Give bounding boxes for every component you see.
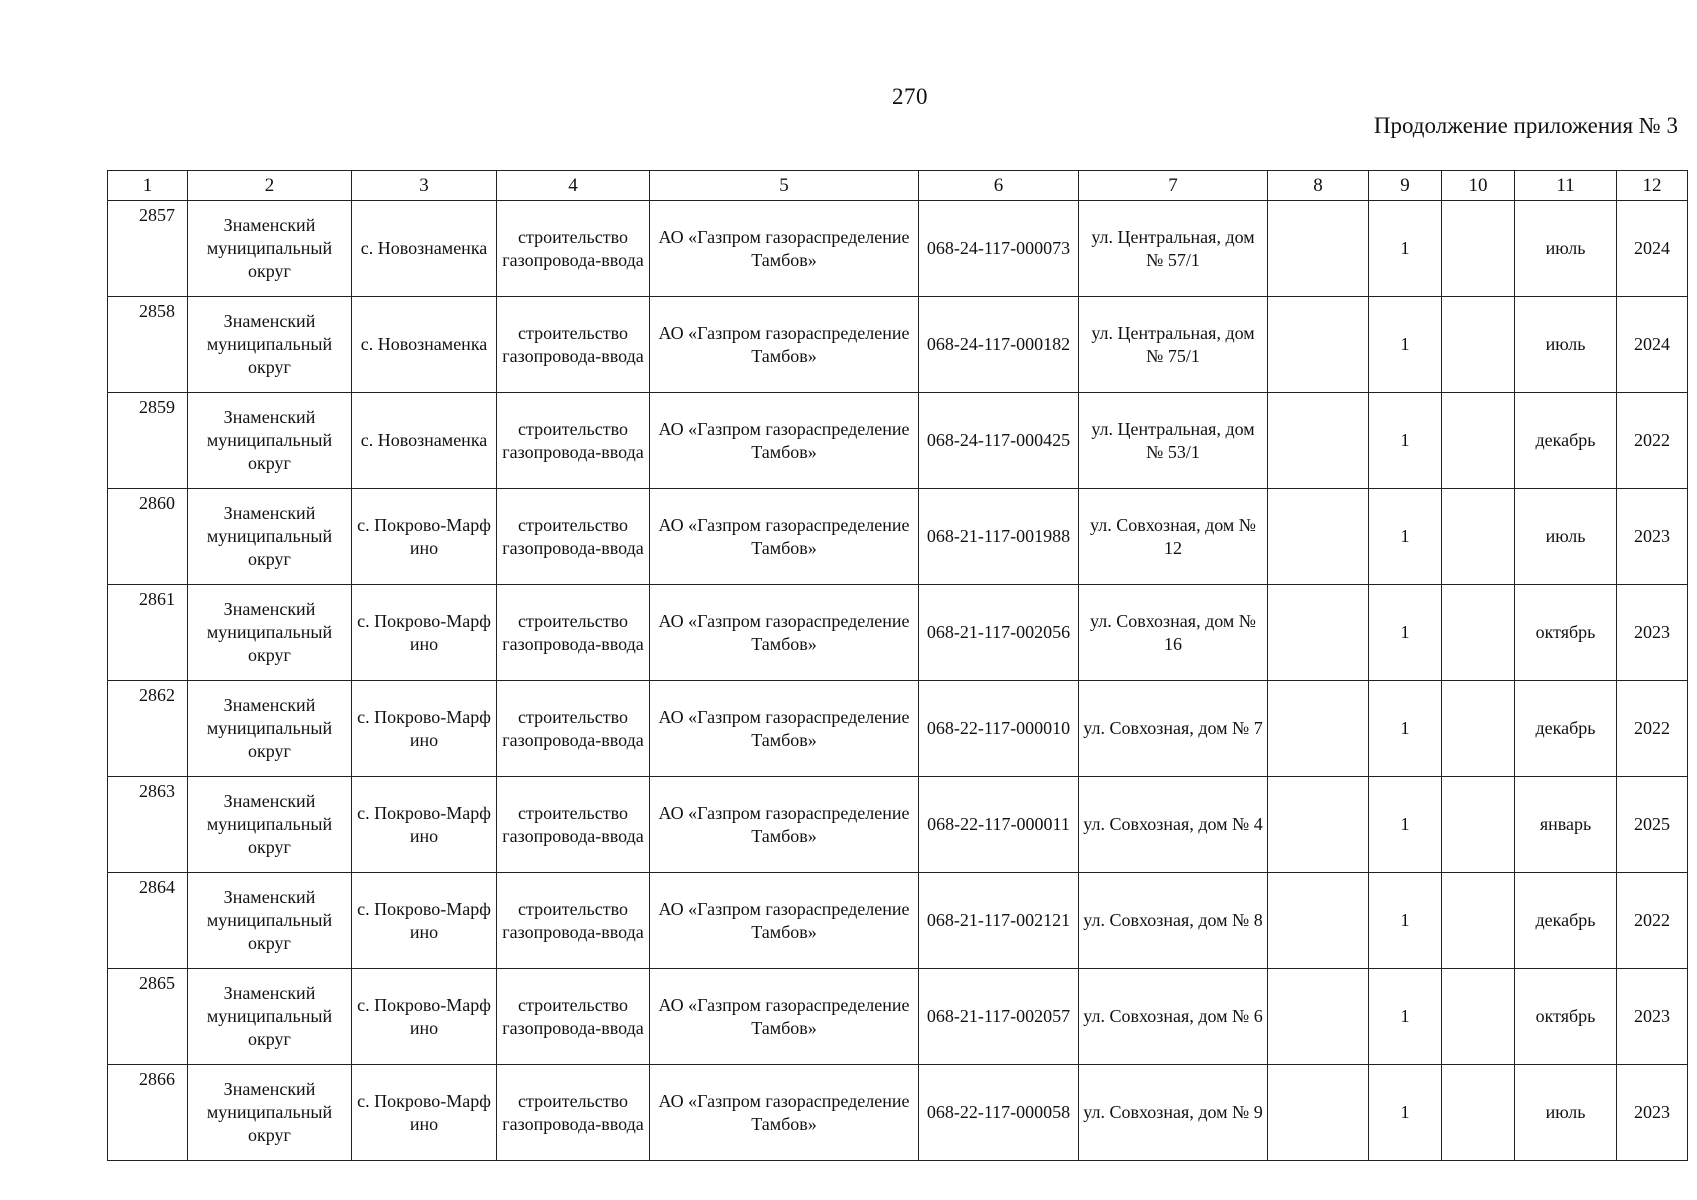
village-cell: с. Покрово-Марфино bbox=[352, 873, 497, 969]
quantity-cell: 1 bbox=[1369, 777, 1442, 873]
organization-cell: АО «Газпром газораспределение Тамбов» bbox=[650, 297, 919, 393]
work-type-cell: строительство газопровода-ввода bbox=[497, 681, 650, 777]
work-type-cell: строительство газопровода-ввода bbox=[497, 777, 650, 873]
table-row bbox=[108, 681, 1688, 777]
district-cell: Знаменский муниципальный округ bbox=[188, 489, 352, 585]
organization-cell: АО «Газпром газораспределение Тамбов» bbox=[650, 585, 919, 681]
month-cell: октябрь bbox=[1515, 969, 1617, 1065]
column-header-2: 2 bbox=[188, 171, 352, 201]
district-cell: Знаменский муниципальный округ bbox=[188, 297, 352, 393]
work-type-cell: строительство газопровода-ввода bbox=[497, 585, 650, 681]
column-10-cell bbox=[1442, 777, 1515, 873]
table-row bbox=[108, 777, 1688, 873]
code-cell: 068-24-117-000425 bbox=[919, 393, 1079, 489]
column-8-cell bbox=[1268, 681, 1369, 777]
quantity-cell: 1 bbox=[1369, 1065, 1442, 1161]
quantity-cell: 1 bbox=[1369, 681, 1442, 777]
code-cell: 068-22-117-000011 bbox=[919, 777, 1079, 873]
column-10-cell bbox=[1442, 201, 1515, 297]
organization-cell: АО «Газпром газораспределение Тамбов» bbox=[650, 777, 919, 873]
village-cell: с. Новознаменка bbox=[352, 201, 497, 297]
village-cell: с. Покрово-Марфино bbox=[352, 585, 497, 681]
column-10-cell bbox=[1442, 681, 1515, 777]
row-number: 2858 bbox=[108, 297, 188, 393]
organization-cell: АО «Газпром газораспределение Тамбов» bbox=[650, 393, 919, 489]
column-header-11: 11 bbox=[1515, 171, 1617, 201]
organization-cell: АО «Газпром газораспределение Тамбов» bbox=[650, 201, 919, 297]
district-cell: Знаменский муниципальный округ bbox=[188, 681, 352, 777]
address-cell: ул. Центральная, дом № 53/1 bbox=[1079, 393, 1268, 489]
work-type-cell: строительство газопровода-ввода bbox=[497, 1065, 650, 1161]
address-cell: ул. Совхозная, дом № 12 bbox=[1079, 489, 1268, 585]
village-cell: с. Покрово-Марфино bbox=[352, 1065, 497, 1161]
column-header-3: 3 bbox=[352, 171, 497, 201]
work-type-cell: строительство газопровода-ввода bbox=[497, 393, 650, 489]
work-type-cell: строительство газопровода-ввода bbox=[497, 969, 650, 1065]
year-cell: 2023 bbox=[1617, 585, 1688, 681]
month-cell: январь bbox=[1515, 777, 1617, 873]
village-cell: с. Покрово-Марфино bbox=[352, 969, 497, 1065]
month-cell: декабрь bbox=[1515, 393, 1617, 489]
month-cell: декабрь bbox=[1515, 873, 1617, 969]
year-cell: 2022 bbox=[1617, 393, 1688, 489]
column-8-cell bbox=[1268, 201, 1369, 297]
row-number: 2866 bbox=[108, 1065, 188, 1161]
district-cell: Знаменский муниципальный округ bbox=[188, 873, 352, 969]
year-cell: 2024 bbox=[1617, 297, 1688, 393]
work-type-cell: строительство газопровода-ввода bbox=[497, 873, 650, 969]
village-cell: с. Новознаменка bbox=[352, 297, 497, 393]
code-cell: 068-21-117-002057 bbox=[919, 969, 1079, 1065]
column-8-cell bbox=[1268, 969, 1369, 1065]
district-cell: Знаменский муниципальный округ bbox=[188, 1065, 352, 1161]
column-8-cell bbox=[1268, 297, 1369, 393]
quantity-cell: 1 bbox=[1369, 297, 1442, 393]
row-number: 2865 bbox=[108, 969, 188, 1065]
row-number: 2857 bbox=[108, 201, 188, 297]
address-cell: ул. Совхозная, дом № 7 bbox=[1079, 681, 1268, 777]
column-header-1: 1 bbox=[108, 171, 188, 201]
quantity-cell: 1 bbox=[1369, 873, 1442, 969]
organization-cell: АО «Газпром газораспределение Тамбов» bbox=[650, 489, 919, 585]
village-cell: с. Покрово-Марфино bbox=[352, 681, 497, 777]
column-10-cell bbox=[1442, 297, 1515, 393]
row-number: 2862 bbox=[108, 681, 188, 777]
column-header-5: 5 bbox=[650, 171, 919, 201]
district-cell: Знаменский муниципальный округ bbox=[188, 969, 352, 1065]
month-cell: декабрь bbox=[1515, 681, 1617, 777]
organization-cell: АО «Газпром газораспределение Тамбов» bbox=[650, 1065, 919, 1161]
table-row bbox=[108, 489, 1688, 585]
year-cell: 2023 bbox=[1617, 1065, 1688, 1161]
year-cell: 2025 bbox=[1617, 777, 1688, 873]
header-row bbox=[108, 171, 1688, 201]
year-cell: 2024 bbox=[1617, 201, 1688, 297]
quantity-cell: 1 bbox=[1369, 201, 1442, 297]
table-row bbox=[108, 201, 1688, 297]
column-10-cell bbox=[1442, 393, 1515, 489]
village-cell: с. Покрово-Марфино bbox=[352, 777, 497, 873]
column-8-cell bbox=[1268, 1065, 1369, 1161]
quantity-cell: 1 bbox=[1369, 969, 1442, 1065]
column-header-12: 12 bbox=[1617, 171, 1688, 201]
month-cell: июль bbox=[1515, 1065, 1617, 1161]
year-cell: 2023 bbox=[1617, 489, 1688, 585]
column-10-cell bbox=[1442, 873, 1515, 969]
page-number: 270 bbox=[892, 84, 928, 109]
table-row bbox=[108, 297, 1688, 393]
column-10-cell bbox=[1442, 1065, 1515, 1161]
village-cell: с. Новознаменка bbox=[352, 393, 497, 489]
year-cell: 2022 bbox=[1617, 873, 1688, 969]
column-header-6: 6 bbox=[919, 171, 1079, 201]
village-cell: с. Покрово-Марфино bbox=[352, 489, 497, 585]
month-cell: июль bbox=[1515, 297, 1617, 393]
year-cell: 2022 bbox=[1617, 681, 1688, 777]
code-cell: 068-21-117-002121 bbox=[919, 873, 1079, 969]
column-header-4: 4 bbox=[497, 171, 650, 201]
address-cell: ул. Совхозная, дом № 8 bbox=[1079, 873, 1268, 969]
column-header-7: 7 bbox=[1079, 171, 1268, 201]
address-cell: ул. Совхозная, дом № 6 bbox=[1079, 969, 1268, 1065]
column-header-9: 9 bbox=[1369, 171, 1442, 201]
work-type-cell: строительство газопровода-ввода bbox=[497, 297, 650, 393]
column-8-cell bbox=[1268, 393, 1369, 489]
column-8-cell bbox=[1268, 777, 1369, 873]
organization-cell: АО «Газпром газораспределение Тамбов» bbox=[650, 681, 919, 777]
column-header-8: 8 bbox=[1268, 171, 1369, 201]
address-cell: ул. Центральная, дом № 75/1 bbox=[1079, 297, 1268, 393]
organization-cell: АО «Газпром газораспределение Тамбов» bbox=[650, 873, 919, 969]
table-row bbox=[108, 393, 1688, 489]
address-cell: ул. Совхозная, дом № 4 bbox=[1079, 777, 1268, 873]
registry-table bbox=[107, 170, 1688, 1161]
district-cell: Знаменский муниципальный округ bbox=[188, 585, 352, 681]
table-body bbox=[108, 201, 1688, 1161]
column-8-cell bbox=[1268, 585, 1369, 681]
row-number: 2859 bbox=[108, 393, 188, 489]
district-cell: Знаменский муниципальный округ bbox=[188, 393, 352, 489]
appendix-caption: Продолжение приложения № 3 bbox=[1373, 113, 1678, 138]
month-cell: июль bbox=[1515, 489, 1617, 585]
code-cell: 068-22-117-000010 bbox=[919, 681, 1079, 777]
code-cell: 068-24-117-000073 bbox=[919, 201, 1079, 297]
month-cell: июль bbox=[1515, 201, 1617, 297]
address-cell: ул. Центральная, дом № 57/1 bbox=[1079, 201, 1268, 297]
row-number: 2861 bbox=[108, 585, 188, 681]
table-row bbox=[108, 1065, 1688, 1161]
table-row bbox=[108, 585, 1688, 681]
row-number: 2860 bbox=[108, 489, 188, 585]
column-10-cell bbox=[1442, 969, 1515, 1065]
code-cell: 068-22-117-000058 bbox=[919, 1065, 1079, 1161]
row-number: 2864 bbox=[108, 873, 188, 969]
organization-cell: АО «Газпром газораспределение Тамбов» bbox=[650, 969, 919, 1065]
year-cell: 2023 bbox=[1617, 969, 1688, 1065]
code-cell: 068-24-117-000182 bbox=[919, 297, 1079, 393]
table-row bbox=[108, 969, 1688, 1065]
column-10-cell bbox=[1442, 489, 1515, 585]
quantity-cell: 1 bbox=[1369, 585, 1442, 681]
column-10-cell bbox=[1442, 585, 1515, 681]
column-8-cell bbox=[1268, 489, 1369, 585]
code-cell: 068-21-117-002056 bbox=[919, 585, 1079, 681]
quantity-cell: 1 bbox=[1369, 489, 1442, 585]
address-cell: ул. Совхозная, дом № 9 bbox=[1079, 1065, 1268, 1161]
work-type-cell: строительство газопровода-ввода bbox=[497, 489, 650, 585]
row-number: 2863 bbox=[108, 777, 188, 873]
quantity-cell: 1 bbox=[1369, 393, 1442, 489]
column-8-cell bbox=[1268, 873, 1369, 969]
code-cell: 068-21-117-001988 bbox=[919, 489, 1079, 585]
table-row bbox=[108, 873, 1688, 969]
address-cell: ул. Совхозная, дом № 16 bbox=[1079, 585, 1268, 681]
work-type-cell: строительство газопровода-ввода bbox=[497, 201, 650, 297]
district-cell: Знаменский муниципальный округ bbox=[188, 201, 352, 297]
district-cell: Знаменский муниципальный округ bbox=[188, 777, 352, 873]
column-header-10: 10 bbox=[1442, 171, 1515, 201]
table-header bbox=[108, 171, 1688, 201]
month-cell: октябрь bbox=[1515, 585, 1617, 681]
